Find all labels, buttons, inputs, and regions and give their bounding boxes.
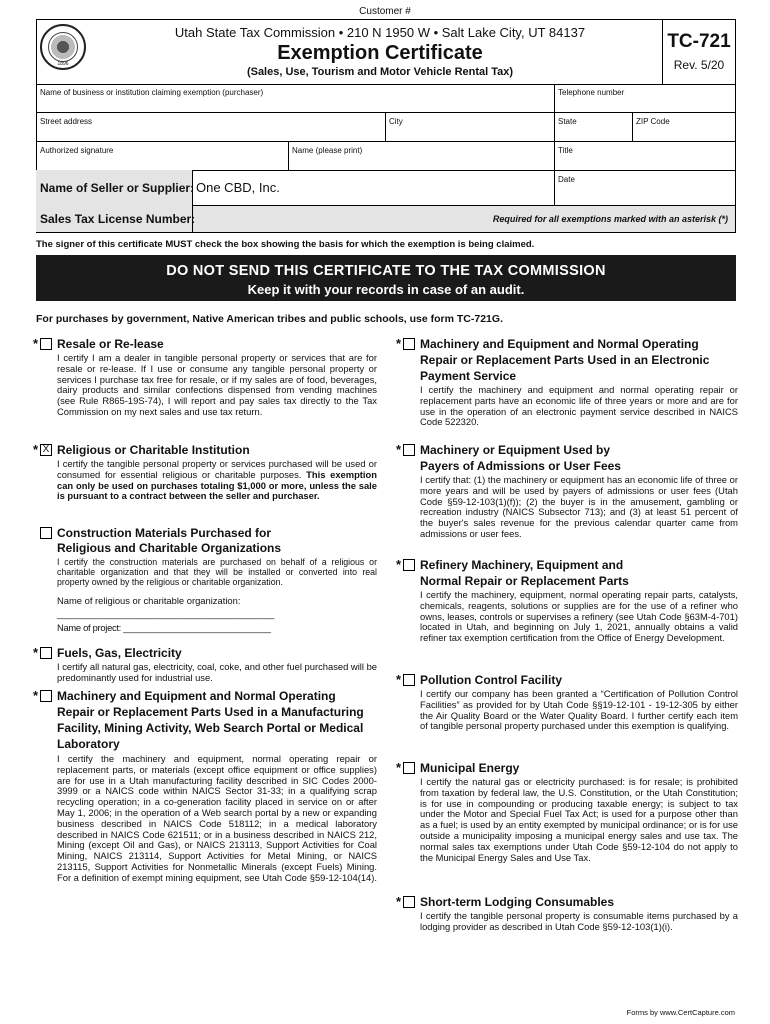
exemption-body: I certify the natural gas or electricity purchased: is for resale; is prohibited from taxation by federal law, the U.S. Constitution, or the Utah Constitution; is for use in compounding or producing taxable energy; is subject to tax under the Motor and Special Fuel Tax Act; is used for a purpose other than as a fuel; is used by an entity exempted by municipal ordinance; or is for use outside a municipality imposing a municipal energy sales and use tax. The normal sales tax exemptions under Utah Code §59-12-104 do not apply to the Municipal Energy Sales and Use Tax. bbox=[420, 776, 738, 863]
exemption-heading-line3: Payment Service bbox=[420, 369, 517, 383]
exemption-heading: Fuels, Gas, Electricity bbox=[57, 646, 182, 660]
exemption-body: I certify our company has been granted a “Certification of Pollution Control Facilities” as provided for by Utah Code §§19-12-101 - 19-12-305 by either the Air Quality Board or the Water Quality Board. I further certify each item of tangible personal property purchased under this exemption is qualifying. bbox=[420, 688, 738, 732]
form-number: TC-721 bbox=[667, 31, 731, 52]
org-name-blank[interactable]: ______________________________________________ bbox=[57, 608, 274, 619]
construction-checkbox[interactable] bbox=[40, 527, 52, 539]
grid-line bbox=[36, 112, 736, 113]
warning-banner bbox=[36, 255, 736, 301]
exemption-body: I certify the tangible personal property or services purchased will be used or consumed for essential religious or charitable purposes. This exemption can only be used on purchases totaling $1,000 or more, unless the sale is pursuant to a contract between the seller and purchaser. bbox=[57, 458, 377, 502]
manufacturing-checkbox[interactable] bbox=[40, 690, 52, 702]
exemption-body: I certify all natural gas, electricity, coal, coke, and other fuel purchased will be predominantly used for industrial use. bbox=[57, 661, 377, 683]
pollution-control-checkbox[interactable] bbox=[403, 674, 415, 686]
refinery-checkbox[interactable] bbox=[403, 559, 415, 571]
exemption-heading-line4: Laboratory bbox=[57, 737, 120, 751]
seller-label: Name of Seller or Supplier: bbox=[40, 181, 195, 195]
print-name-field[interactable]: Name (please print) bbox=[292, 146, 363, 155]
exemption-heading: Short-term Lodging Consumables bbox=[420, 895, 615, 909]
telephone-field[interactable]: Telephone number bbox=[558, 88, 625, 97]
form-title: Exemption Certificate bbox=[277, 42, 483, 64]
city-field[interactable]: City bbox=[389, 117, 403, 126]
banner-main-text: DO NOT SEND THIS CERTIFICATE TO THE TAX COMMISSION bbox=[166, 263, 606, 279]
signature-field[interactable]: Authorized signature bbox=[40, 146, 114, 155]
title-field[interactable]: Title bbox=[558, 146, 573, 155]
business-name-field[interactable]: Name of business or institution claiming exemption (purchaser) bbox=[40, 88, 264, 97]
zip-field[interactable]: ZIP Code bbox=[636, 117, 670, 126]
form-subtitle: (Sales, Use, Tourism and Motor Vehicle Rental Tax) bbox=[246, 66, 514, 78]
exemption-heading: Construction Materials Purchased for bbox=[57, 526, 272, 540]
fuels-checkbox[interactable] bbox=[40, 647, 52, 659]
lodging-checkbox[interactable] bbox=[403, 896, 415, 908]
government-note: For purchases by government, Native American tribes and public schools, use form TC-721G. bbox=[36, 313, 503, 325]
exemption-heading-line2: Religious and Charitable Organizations bbox=[57, 541, 282, 555]
admissions-checkbox[interactable] bbox=[403, 444, 415, 456]
org-name-line[interactable]: Name of religious or charitable organization: bbox=[57, 595, 241, 606]
exemption-heading-line2: Normal Repair or Replacement Parts bbox=[420, 574, 629, 588]
agency-address: Utah State Tax Commission • 210 N 1950 W • Salt Lake City, UT 84137 bbox=[174, 25, 586, 40]
exemption-heading: Machinery and Equipment and Normal Operating bbox=[57, 689, 336, 703]
grid-line bbox=[735, 85, 736, 232]
banner-sub-text: Keep it with your records in case of an audit. bbox=[247, 282, 525, 297]
exemption-heading-line2: Repair or Replacement Parts Used in an Electronic bbox=[420, 353, 710, 367]
religious-checkbox[interactable]: X bbox=[40, 444, 52, 456]
grid-line bbox=[554, 85, 555, 205]
customer-number-label: Customer # bbox=[359, 6, 411, 17]
grid-line bbox=[288, 141, 289, 170]
required-note: Required for all exemptions marked with an asterisk (*) bbox=[492, 214, 728, 224]
grid-line bbox=[36, 141, 736, 142]
exemption-heading: Resale or Re-lease bbox=[57, 337, 164, 351]
exemption-heading: Machinery and Equipment and Normal Operating bbox=[420, 337, 699, 351]
exemption-body: I certify I am a dealer in tangible personal property or services that are for resale or re-lease. If I use or consume any tangible personal property or services I purchase tax free for resale, or if my sales are of food, beverages, dairy products and similar confections dispensed from vending machines (see Rule R865-19S-74), I will report and pay sales tax directly to the Tax Commission on my next sales and use tax return. bbox=[57, 352, 377, 417]
exemption-heading-line2: Payers of Admissions or User Fees bbox=[420, 459, 621, 473]
date-field[interactable]: Date bbox=[558, 175, 575, 184]
exemption-body: I certify the construction materials are purchased on behalf of a religious or charitable organization and that they will be installed or converted into real property owned by the religious or charitable organization. bbox=[57, 557, 377, 588]
exemption-heading-line3: Facility, Mining Activity, Web Search Portal or Medical bbox=[57, 721, 364, 735]
exemption-body: I certify the tangible personal property is consumable items purchased by a lodging provider as described in Utah Code §59-12-103(1)(i). bbox=[420, 910, 738, 932]
exemption-body: I certify the machinery, equipment, normal operating repair parts, catalysts, chemicals, reagents, solutions or supplies are for the use of a refiner who owns, leases, controls or supervises a refinery (see Utah Code §63M-4-701) located in Utah, and beginning on July 1, 2021, annually obtains a valid refiner tax exemption certification from the Office of Energy Development. bbox=[420, 589, 738, 644]
form-revision: Rev. 5/20 bbox=[673, 58, 725, 72]
seller-value[interactable]: One CBD, Inc. bbox=[196, 180, 280, 195]
footer-credit: Forms by www.CertCapture.com bbox=[626, 1008, 735, 1017]
exemption-body: I certify that: (1) the machinery or equipment has an economic life of three or more years and will be used by payers of admissions or user fees (Utah Code §59-12-103(1)(f)); (2) the buyer is in the amusement, gambling or recreation industry (NAICS Subsector 713); and (3) at least 51 percent of the buyer's sales revenue for the previous calendar quarter came from admissions or user fees. bbox=[420, 474, 738, 539]
resale-checkbox[interactable] bbox=[40, 338, 52, 350]
exemption-heading: Machinery or Equipment Used by bbox=[420, 443, 611, 457]
exemption-heading: Refinery Machinery, Equipment and bbox=[420, 558, 624, 572]
grid-line bbox=[36, 232, 736, 233]
exemption-body: I certify the machinery and equipment, normal operating repair or replacement parts, or materials (except office equipment or office supplies) are for use in a Utah manufacturing facility described in SIC Codes 2000-3999 or a NAICS code within NAICS Sector 31-33; in a qualifying scrap recycling operation; in a co-generation facility placed in service on or after May 1, 2006; in the operation of a Web search portal by a new or expanding business described in NAICS Code 518112; in a medical laboratory described in NAICS Code 621511; or in a business described in NAICS 212, Mining (except Oil and Gas), or NAICS 213113, Support Activities for Coal Mining, NAICS 213114, Support Activities for Metal Mining, or NAICS 213115, Support Activities for Nonmetallic Minerals (except Fuels) Mining. For a definition of exempt mining equipment, see Utah Code §59-12-104(14). bbox=[57, 753, 377, 883]
exemption-heading: Municipal Energy bbox=[420, 761, 520, 775]
state-field[interactable]: State bbox=[558, 117, 577, 126]
exemption-body: I certify the machinery and equipment and normal operating repair or replacement parts have an economic life of three years or more and are for use in the operation of an electronic payment service described in NAICS Code 522320. bbox=[420, 384, 738, 428]
grid-line bbox=[632, 112, 633, 141]
project-name-line[interactable]: Name of project: ______________________________ bbox=[57, 622, 271, 633]
electronic-payment-checkbox[interactable] bbox=[403, 338, 415, 350]
grid-line bbox=[385, 112, 386, 141]
street-address-field[interactable]: Street address bbox=[40, 117, 93, 126]
exemption-heading: Pollution Control Facility bbox=[420, 673, 562, 687]
state-seal-icon: 1896 bbox=[40, 24, 86, 70]
license-label: Sales Tax License Number: bbox=[40, 212, 196, 226]
exemption-heading: Religious or Charitable Institution bbox=[57, 443, 250, 457]
signer-note: The signer of this certificate MUST check the box showing the basis for which the exemption is being claimed. bbox=[36, 239, 535, 250]
exemption-heading-line2: Repair or Replacement Parts Used in a Manufacturing bbox=[57, 705, 364, 719]
municipal-energy-checkbox[interactable] bbox=[403, 762, 415, 774]
